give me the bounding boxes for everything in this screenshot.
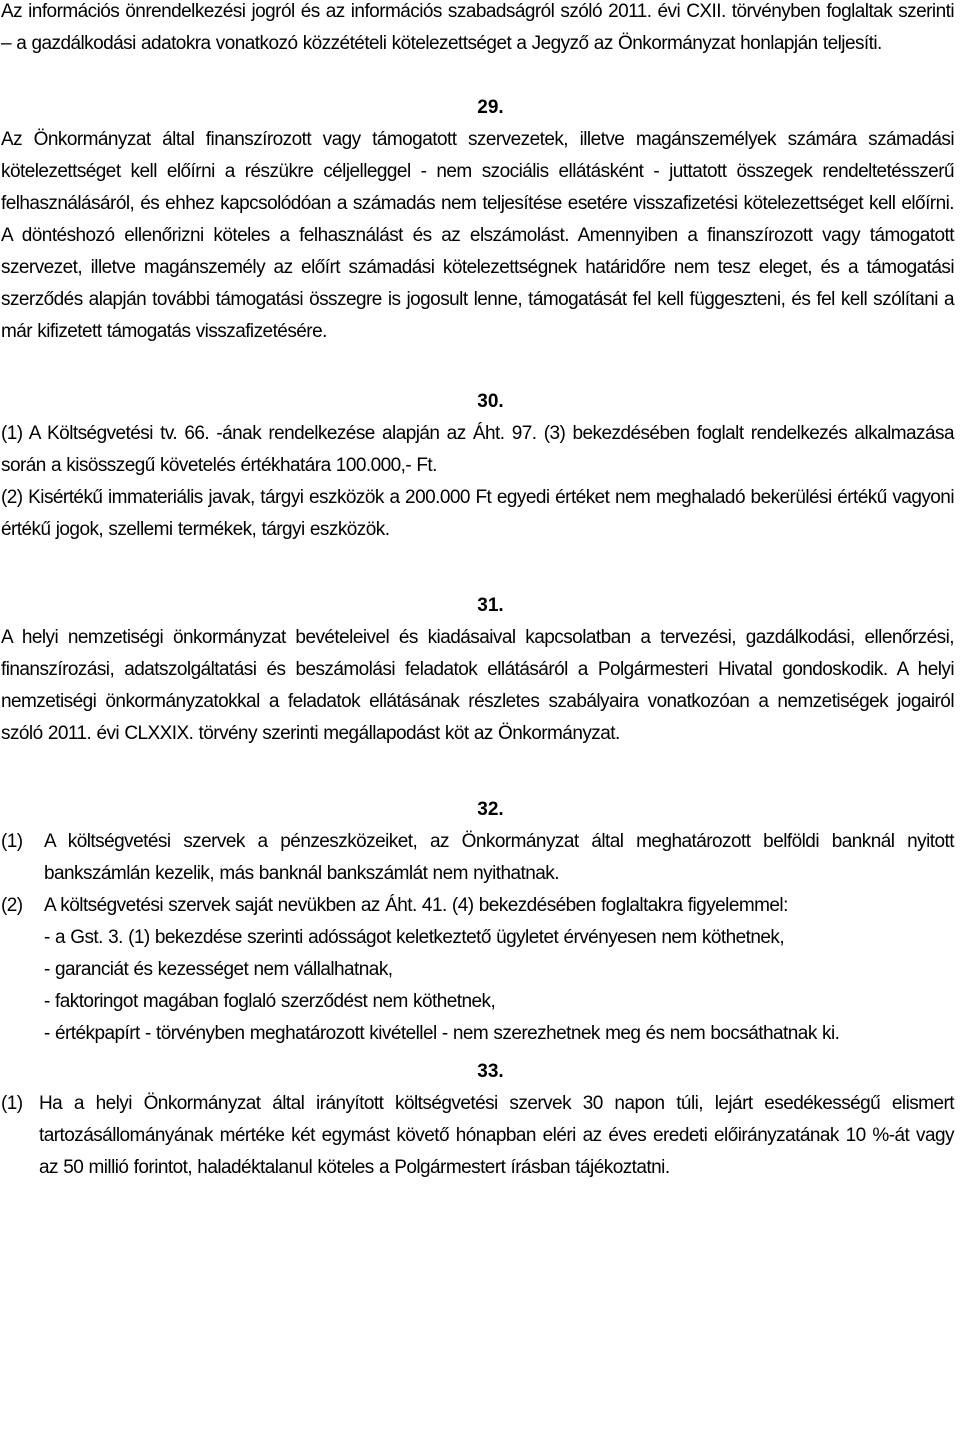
section-29-heading: 29.: [477, 97, 504, 118]
section-30-heading: 30.: [477, 391, 504, 412]
section-33-item-1: [1, 1088, 954, 1184]
section-33-heading: 33.: [477, 1061, 504, 1082]
intro-paragraph: Az információs önrendelkezési jogról és az információs szabadságról szóló 2011. évi CXII. törvényben foglaltak szerinti – a gazdálkodási adatokra vonatkozó közzétételi kötelezettséget a Jegyző az Önkormányzat honlapján teljesíti.: [1, 1, 954, 54]
section-31-heading: 31.: [477, 595, 504, 616]
section-32-item-2: [1, 890, 954, 922]
section-32-item-1-number: (1): [1, 831, 23, 852]
section-32-item-1-text: A költségvetési szervek a pénzeszközeiket, az Önkormányzat által meghatározott belföldi banknál nyitott bankszámlán kezelik, más banknál bankszámlát nem nyithatnak.: [44, 831, 954, 884]
section-32-heading: 32.: [477, 799, 504, 820]
section-32-subitem: - faktoringot magában foglaló szerződést nem köthetnek,: [44, 991, 496, 1012]
section-29-paragraph: Az Önkormányzat által finanszírozott vagy támogatott szervezetek, illetve magánszemélyek számára számadási kötelezettséget kell előírni a részükre céljelleggel - nem szociális ellátásként - juttatott összegek rendeltetésszerű felhasználásáról, és ehhez kapcsolódóan a számadás nem teljesítése esetére visszafizetési kötelezettséget kell előírni. A döntéshozó ellenőrizni köteles a felhasználást és az elszámolást. Amennyiben a finanszírozott vagy támogatott szervezet, illetve magánszemély az előírt számadási kötelezettségnek határidőre nem tesz eleget, és a támogatási szerződés alapján további támogatási összegre is jogosult lenne, támogatását fel kell függeszteni, és fel kell szólítani a már kifizetett támogatás visszafizetésére.: [1, 129, 954, 342]
section-33-item-1-number: (1): [1, 1093, 23, 1114]
section-32-subitem: - a Gst. 3. (1) bekezdése szerinti adósságot keletkeztető ügyletet érvényesen nem köthetnek,: [44, 927, 785, 948]
section-32-item-2-text: A költségvetési szervek saját nevükben az Áht. 41. (4) bekezdésében foglaltakra figyelemmel:: [44, 895, 788, 916]
section-30-paragraph-1: (1) A Költségvetési tv. 66. -ának rendelkezése alapján az Áht. 97. (3) bekezdésében foglalt rendelkezés alkalmazása során a kisösszegű követelés értékhatára 100.000,- Ft.: [1, 423, 954, 476]
section-32-item-2-number: (2): [1, 895, 23, 916]
section-31-paragraph: A helyi nemzetiségi önkormányzat bevételeivel és kiadásaival kapcsolatban a tervezési, gazdálkodási, ellenőrzési, finanszírozási, adatszolgáltatási és beszámolási feladatok ellátásáról a Polgármesteri Hivatal gondoskodik. A helyi nemzetiségi önkormányzatokkal a feladatok ellátásának részletes szabályaira vonatkozóan a nemzetiségek jogairól szóló 2011. évi CLXXIX. törvény szerinti megállapodást köt az Önkormányzat.: [1, 627, 954, 744]
section-32-subitem: - értékpapírt - törvényben meghatározott kivétellel - nem szerezhetnek meg és nem bocsáthatnak ki.: [44, 1023, 840, 1044]
section-30-paragraph-2: (2) Kisértékű immateriális javak, tárgyi eszközök a 200.000 Ft egyedi értéket nem meghaladó bekerülési értékű vagyoni értékű jogok, szellemi termékek, tárgyi eszközök.: [1, 487, 954, 540]
section-33-item-1-text: Ha a helyi Önkormányzat által irányított költségvetési szervek 30 napon túli, lejárt esedékességű elismert tartozásállományának mértéke két egymást követő hónapban eléri az éves eredeti előirányzatának 10 %-át vagy az 50 millió forintot, haladéktalanul köteles a Polgármestert írásban tájékoztatni.: [39, 1093, 954, 1178]
section-32-subitem: - garanciát és kezességet nem vállalhatnak,: [44, 959, 393, 980]
section-32-item-1: [1, 826, 954, 890]
